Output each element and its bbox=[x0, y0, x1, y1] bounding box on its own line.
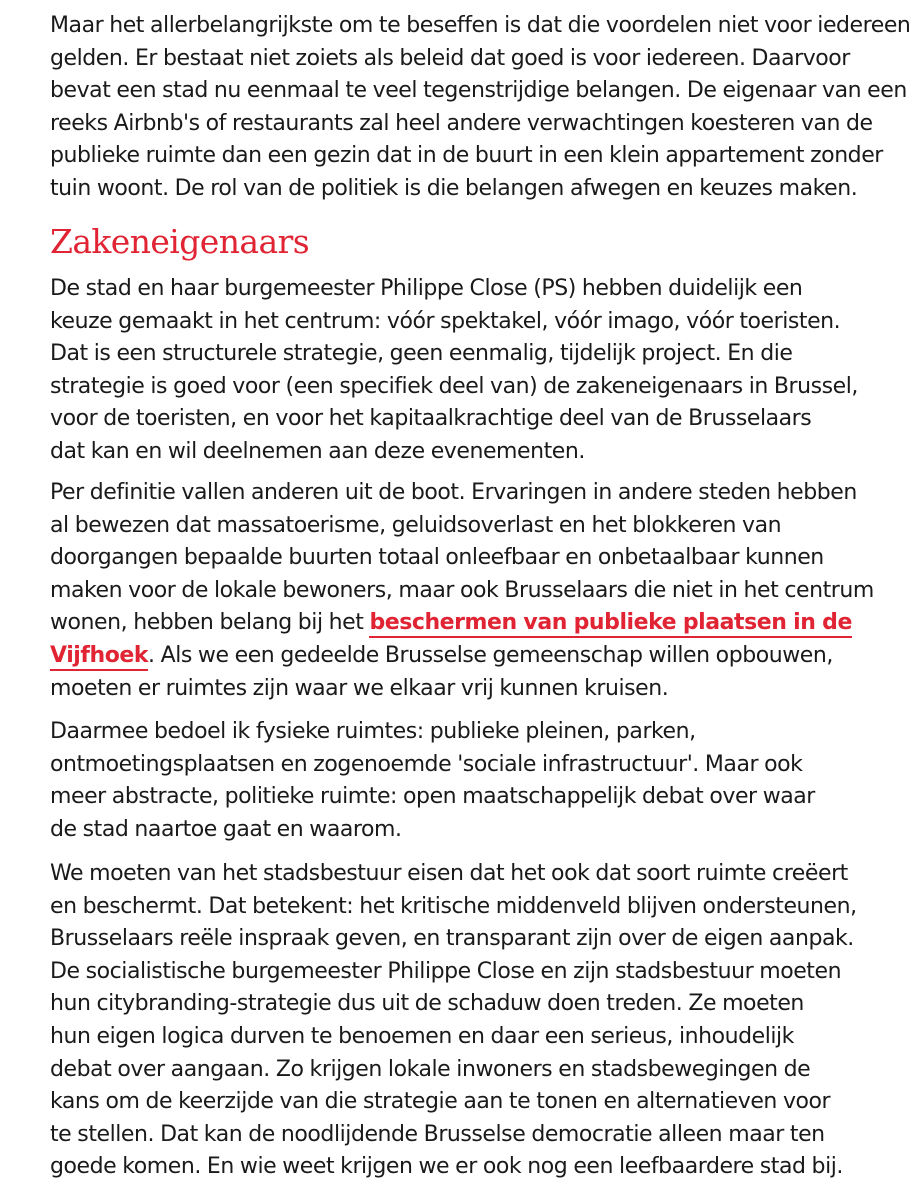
text-line: hun eigen logica durven te benoemen en daar een serieus, inhoudelijk bbox=[50, 1023, 794, 1049]
section-heading: Zakeneigenaars bbox=[50, 222, 310, 261]
text-line: debat over aangaan. Zo krijgen lokale inwoners en stadsbewegingen de bbox=[50, 1056, 811, 1082]
text-line: goede komen. En wie weet krijgen we er ook nog een leefbaardere stad bij. bbox=[50, 1154, 843, 1180]
text-line: publieke ruimte dan een gezin dat in de buurt in een klein appartement zonder bbox=[50, 143, 883, 169]
text-line: keuze gemaakt in het centrum: vóór spektakel, vóór imago, vóór toeristen. bbox=[50, 308, 841, 334]
text-line: maken voor de lokale bewoners, maar ook Brusselaars die niet in het centrum bbox=[50, 577, 874, 603]
paragraph-5 bbox=[50, 858, 857, 1184]
link-vijfhoek[interactable]: Vijfhoek bbox=[50, 643, 148, 671]
text-line: tuin woont. De rol van de politiek is die belangen afwegen en keuzes maken. bbox=[50, 175, 858, 201]
text-line: gelden. Er bestaat niet zoiets als beleid dat goed is voor iedereen. Daarvoor bbox=[50, 45, 850, 71]
link-suffix-text: . Als we een gedeelde Brusselse gemeenschap willen opbouwen, bbox=[148, 642, 833, 668]
text-line: Per definitie vallen anderen uit de boot. Ervaringen in andere steden hebben bbox=[50, 480, 857, 505]
text-line: voor de toeristen, en voor het kapitaalkrachtige deel van de Brusselaars bbox=[50, 406, 812, 432]
text-line-with-link bbox=[50, 640, 833, 673]
text-line: Brusselaars reële inspraak geven, en transparant zijn over de eigen aanpak. bbox=[50, 926, 854, 952]
text-line: de stad naartoe gaat en waarom. bbox=[50, 816, 402, 842]
text-line: De socialistische burgemeester Philippe Close en zijn stadsbestuur moeten bbox=[50, 958, 842, 984]
text-line: te stellen. Dat kan de noodlijdende Brusselse democratie alleen maar ten bbox=[50, 1121, 825, 1147]
text-line: al bewezen dat massatoerisme, geluidsoverlast en het blokkeren van bbox=[50, 512, 782, 538]
text-line: strategie is goed voor (een specifiek deel van) de zakeneigenaars in Brussel, bbox=[50, 373, 858, 399]
text-line: dat kan en wil deelnemen aan deze evenementen. bbox=[50, 438, 585, 464]
link-prefix-text: wonen, hebben belang bij het bbox=[50, 610, 370, 636]
text-line: We moeten van het stadsbestuur eisen dat het ook dat soort ruimte creëert bbox=[50, 861, 848, 886]
text-line: bevat een stad nu eenmaal te veel tegenstrijdige belangen. De eigenaar van een bbox=[50, 78, 907, 104]
text-line: De stad en haar burgemeester Philippe Close (PS) hebben duidelijk een bbox=[50, 276, 803, 301]
text-line: ontmoetingsplaatsen en zogenoemde 'sociale infrastructuur'. Maar ook bbox=[50, 751, 803, 777]
text-line: hun citybranding-strategie dus uit de schaduw doen treden. Ze moeten bbox=[50, 991, 804, 1017]
text-line: meer abstracte, politieke ruimte: open maatschappelijk debat over waar bbox=[50, 784, 815, 810]
paragraph-2 bbox=[50, 273, 858, 469]
text-line: kans om de keerzijde van die strategie aan te tonen en alternatieven voor bbox=[50, 1089, 831, 1115]
paragraph-3 bbox=[50, 477, 874, 705]
text-line: reeks Airbnb's of restaurants zal heel andere verwachtingen koesteren van de bbox=[50, 110, 873, 136]
paragraph-1 bbox=[50, 10, 910, 206]
text-line: Maar het allerbelangrijkste om te beseffen is dat die voordelen niet voor iedereen bbox=[50, 13, 911, 38]
text-line: moeten er ruimtes zijn waar we elkaar vrij kunnen kruisen. bbox=[50, 675, 669, 701]
link-beschermen-publieke-plaatsen[interactable]: beschermen van publieke plaatsen in de bbox=[369, 610, 851, 638]
text-line: en beschermt. Dat betekent: het kritische middenveld blijven ondersteunen, bbox=[50, 893, 857, 919]
text-line-with-link bbox=[50, 607, 852, 640]
text-line: Dat is een structurele strategie, geen eenmalig, tijdelijk project. En die bbox=[50, 341, 793, 367]
paragraph-4 bbox=[50, 716, 815, 846]
text-line: Daarmee bedoel ik fysieke ruimtes: publieke pleinen, parken, bbox=[50, 719, 696, 744]
text-line: doorgangen bepaalde buurten totaal onleefbaar en onbetaalbaar kunnen bbox=[50, 545, 824, 571]
